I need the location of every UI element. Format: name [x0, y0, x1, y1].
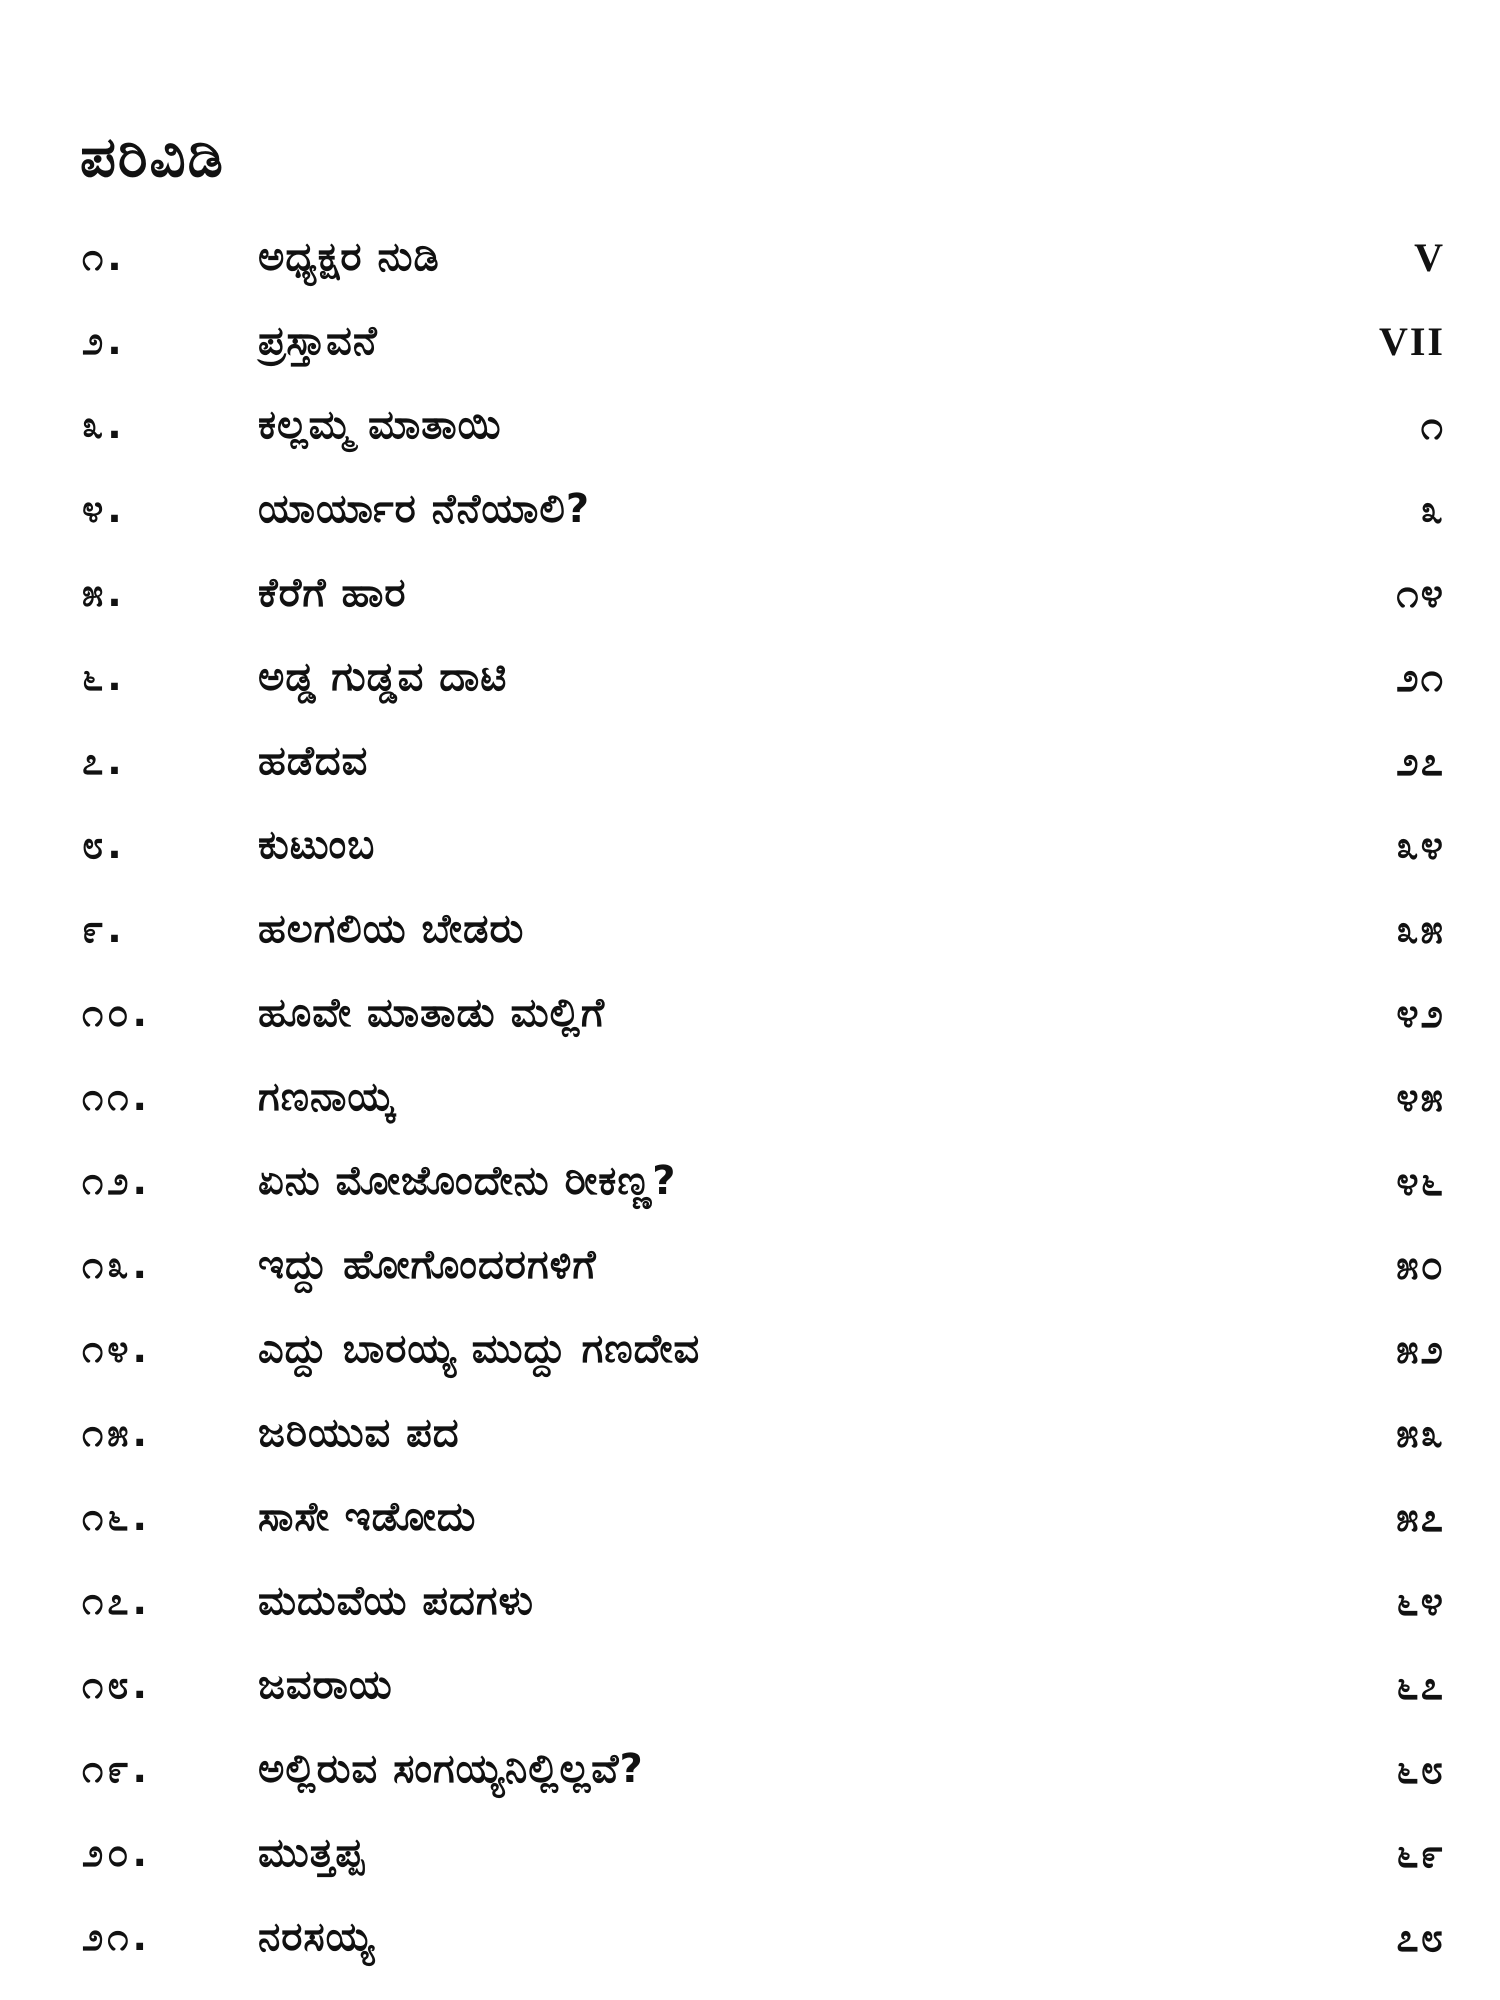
- toc-entry-title: ಏನು ಮೋಜೊಂದೇನು ರೀಕಣ್ಣ?: [258, 1158, 677, 1204]
- toc-entry: [0, 1811, 1500, 1895]
- page-title: ಪರಿವಿಡಿ: [80, 124, 225, 190]
- toc-entry-number: ೧೬.: [82, 1494, 151, 1539]
- toc-entry-number: ೨೦.: [82, 1830, 151, 1875]
- toc-entry-number: ೧೦.: [82, 990, 151, 1035]
- toc-entry-page-number: ೩: [1420, 486, 1445, 532]
- toc-entry-page-number: V: [1414, 234, 1445, 280]
- toc-entry-page-number: ೩೪: [1396, 822, 1445, 868]
- toc-entry-page-number: ೬೪: [1396, 1578, 1445, 1624]
- toc-entry-page-number: ೪೫: [1396, 1074, 1445, 1120]
- toc-entry-title: ಜವರಾಯ: [258, 1662, 393, 1708]
- toc-entry-number: ೧೧.: [82, 1074, 151, 1119]
- toc-entry-number: ೫.: [82, 570, 126, 615]
- toc-entry-title: ಸಾಸೇ ಇಡೋದು: [258, 1494, 477, 1540]
- toc-entry-page-number: ೬೭: [1396, 1662, 1445, 1708]
- toc-entry-number: ೧೯.: [82, 1746, 151, 1791]
- toc-entry: [0, 1223, 1500, 1307]
- toc-entry-page-number: ೫೦: [1396, 1242, 1445, 1288]
- toc-entry-number: ೧೭.: [82, 1578, 151, 1623]
- toc-entry-title: ಮದುವೆಯ ಪದಗಳು: [258, 1578, 534, 1624]
- toc-entry-title: ಇದ್ದು ಹೋಗೊಂದರಗಳಿಗೆ: [258, 1242, 597, 1288]
- toc-entry-title: ಕೆರೆಗೆ ಹಾರ: [258, 570, 407, 616]
- toc-entry-number: ೧೨.: [82, 1158, 151, 1203]
- toc-entry-number: ೧.: [82, 234, 126, 279]
- toc-entry: [0, 215, 1500, 299]
- toc-entry: [0, 1643, 1500, 1727]
- toc-entry: [0, 887, 1500, 971]
- toc-entry-number: ೧೩.: [82, 1242, 151, 1287]
- toc-entry-page-number: ೪೨: [1396, 990, 1445, 1036]
- toc-entry-title: ಕಲ್ಲಮ್ಮ ಮಾತಾಯಿ: [258, 402, 502, 448]
- toc-entry-number: ೨೧.: [82, 1914, 151, 1959]
- toc-entry-number: ೧೪.: [82, 1326, 151, 1371]
- toc-entry-title: ಗಣನಾಯ್ಕ: [258, 1074, 395, 1120]
- toc-entry: [0, 551, 1500, 635]
- toc-entry-page-number: ೪೬: [1396, 1158, 1445, 1204]
- toc-entry-page-number: ೫೭: [1396, 1494, 1445, 1540]
- toc-entry-page-number: ೫೩: [1396, 1410, 1445, 1456]
- toc-entry-number: ೧೫.: [82, 1410, 151, 1455]
- table-of-contents: [0, 215, 1500, 1979]
- toc-entry-page-number: ೨೧: [1396, 654, 1445, 700]
- toc-entry-page-number: ೫೨: [1396, 1326, 1445, 1372]
- toc-entry-number: ೬.: [82, 654, 126, 699]
- toc-entry: [0, 1559, 1500, 1643]
- toc-entry: [0, 299, 1500, 383]
- toc-entry: [0, 1391, 1500, 1475]
- toc-entry-page-number: ೧: [1420, 402, 1445, 448]
- toc-entry-page-number: ೬೮: [1396, 1746, 1445, 1792]
- toc-entry-title: ಪ್ರಸ್ತಾವನೆ: [258, 318, 378, 364]
- toc-entry: [0, 635, 1500, 719]
- toc-entry-number: ೯.: [82, 906, 126, 951]
- toc-entry: [0, 719, 1500, 803]
- toc-entry: [0, 467, 1500, 551]
- toc-entry-title: ಹೂವೇ ಮಾತಾಡು ಮಲ್ಲಿಗೆ: [258, 990, 606, 1036]
- toc-entry-title: ಜರಿಯುವ ಪದ: [258, 1410, 460, 1456]
- toc-entry: [0, 1895, 1500, 1979]
- toc-entry-number: ೪.: [82, 486, 126, 531]
- toc-entry-title: ಎದ್ದು ಬಾರಯ್ಯ ಮುದ್ದು ಗಣದೇವ: [258, 1326, 701, 1372]
- toc-entry-title: ಕುಟುಂಬ: [258, 822, 376, 868]
- toc-entry-title: ಹಲಗಲಿಯ ಬೇಡರು: [258, 906, 525, 952]
- toc-entry: [0, 1139, 1500, 1223]
- toc-entry-title: ಅಧ್ಯಕ್ಷರ ನುಡಿ: [258, 234, 440, 280]
- toc-entry-number: ೨.: [82, 318, 126, 363]
- toc-entry-title: ನರಸಯ್ಯ: [258, 1914, 375, 1960]
- toc-entry-page-number: ೧೪: [1396, 570, 1445, 616]
- toc-entry-title: ಯಾರ್ಯಾರ ನೆನೆಯಾಲಿ?: [258, 486, 591, 532]
- toc-entry: [0, 1307, 1500, 1391]
- toc-entry: [0, 803, 1500, 887]
- toc-entry-page-number: ೬೯: [1396, 1830, 1445, 1876]
- toc-entry: [0, 383, 1500, 467]
- toc-entry-number: ೧೮.: [82, 1662, 151, 1707]
- toc-entry-page-number: ೩೫: [1396, 906, 1445, 952]
- toc-entry-title: ಅಡ್ಡ ಗುಡ್ಡವ ದಾಟಿ: [258, 654, 508, 700]
- toc-entry-title: ಹಡೆದವ: [258, 738, 369, 784]
- toc-entry: [0, 1055, 1500, 1139]
- toc-entry-number: ೮.: [82, 822, 126, 867]
- toc-entry-page-number: ೨೭: [1396, 738, 1445, 784]
- toc-entry-page-number: ೭೮: [1396, 1914, 1445, 1960]
- toc-entry-number: ೩.: [82, 402, 126, 447]
- toc-entry: [0, 971, 1500, 1055]
- toc-entry: [0, 1475, 1500, 1559]
- toc-entry-number: ೭.: [82, 738, 126, 783]
- toc-entry-page-number: VII: [1378, 318, 1445, 364]
- toc-entry-title: ಅಲ್ಲಿರುವ ಸಂಗಯ್ಯನಿಲ್ಲಿಲ್ಲವೆ?: [258, 1746, 644, 1792]
- toc-entry: [0, 1727, 1500, 1811]
- toc-entry-title: ಮುತ್ತಪ್ಪ: [258, 1830, 366, 1876]
